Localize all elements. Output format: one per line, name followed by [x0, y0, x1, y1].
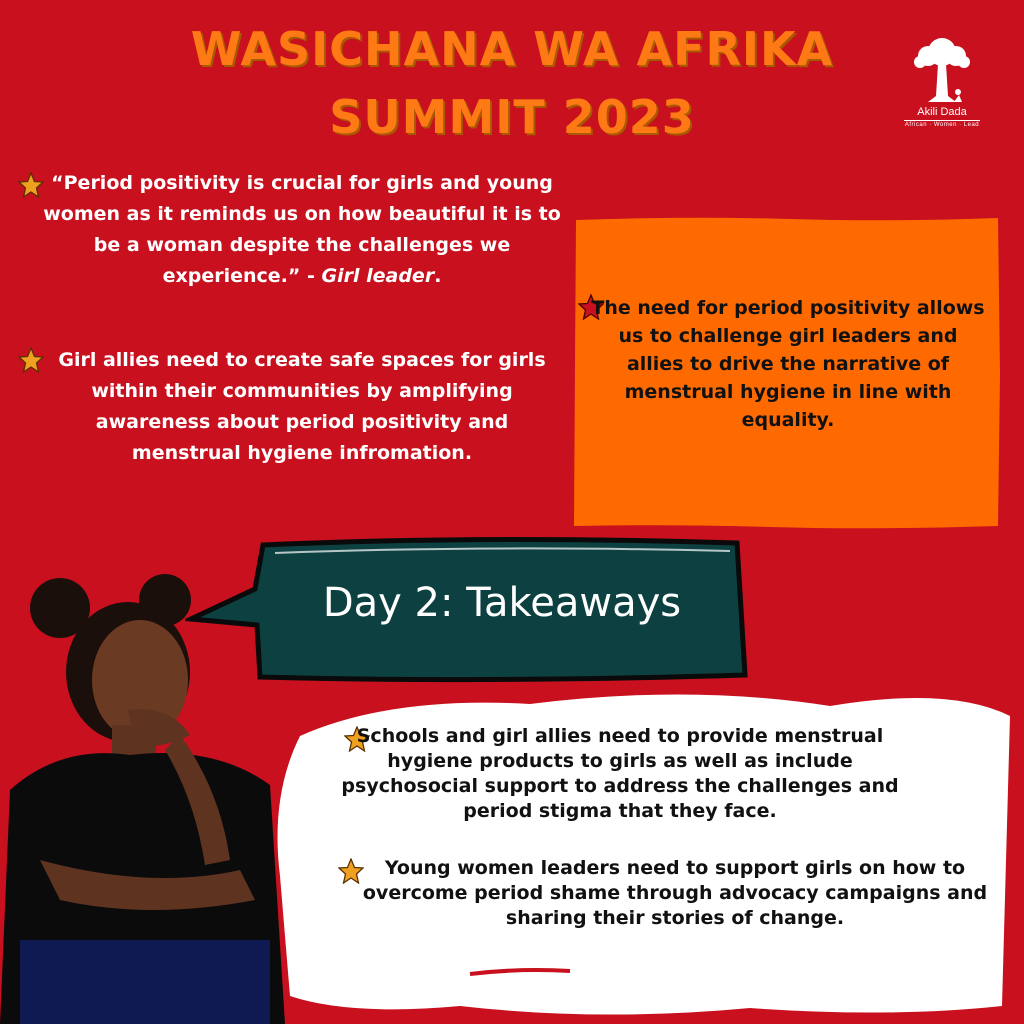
quote-end: .	[434, 265, 442, 287]
period-positivity-statement: The need for period positivity allows us to challenge girl leaders and allies to drive the narrative of menstrual hygiene in line with equality.	[591, 297, 985, 431]
day-2-takeaways-label: Day 2: Takeaways	[322, 580, 682, 626]
summit-title-line2: SUMMIT 2023	[329, 90, 695, 144]
logo-name: Akili Dada	[917, 106, 967, 118]
girl-allies-takeaway: Girl allies need to create safe spaces for girls within their communities by amplifying awareness about period positivity and menstrual hygiene infromation.	[58, 349, 546, 464]
star-icon	[18, 347, 44, 373]
girl-leader-quote	[42, 168, 562, 292]
akili-dada-logo	[896, 34, 988, 130]
schools-takeaway: Schools and girl allies need to provide menstrual hygiene products to girls as well as include psychosocial support to address the challenges and period stigma that they face.	[341, 725, 899, 822]
star-icon	[18, 172, 44, 198]
quote-attribution: Girl leader	[321, 265, 435, 287]
summit-title-line1: WASICHANA WA AFRIKA	[190, 22, 834, 76]
logo-divider	[904, 120, 980, 121]
young-women-takeaway: Young women leaders need to support girls on how to overcome period shame through advocacy campaigns and sharing their stories of change.	[362, 857, 988, 929]
logo-tagline: African · Women · Lead	[904, 122, 980, 128]
quote-text: “Period positivity is crucial for girls and young women as it reminds us on how beautiful it is to be a woman despite the challenges we experience.” -	[43, 172, 561, 287]
tree-icon	[896, 34, 988, 106]
